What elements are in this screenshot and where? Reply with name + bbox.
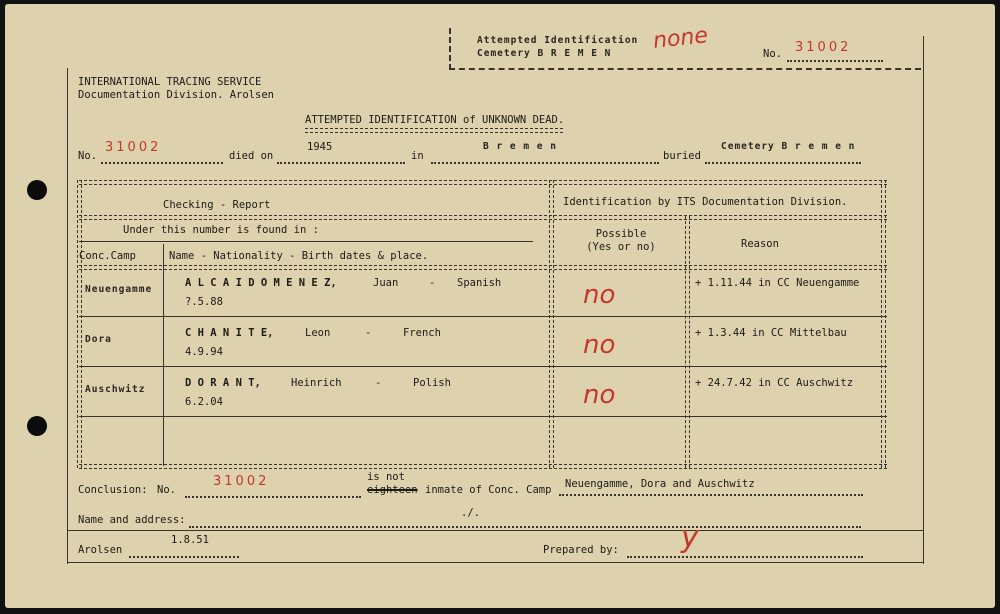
punch-hole-top [27,180,47,200]
table-row-1-birth: ?.5.88 [185,296,223,308]
prepared-mark: y [681,520,699,555]
reason-header: Reason [741,238,779,250]
issuer-line2: Documentation Division. Arolsen [78,89,274,101]
table-row-1-reason: + 1.11.44 in CC Neuengamme [695,277,860,289]
handwritten-note: none [651,23,710,54]
footer-place: Arolsen [78,544,123,556]
conc-camp-header: Conc.Camp [79,250,136,262]
checking-header: Checking - Report [163,199,271,211]
prepared-label: Prepared by: [543,544,619,556]
name-header: Name - Nationality - Birth dates & place. [169,250,429,262]
stamp-title: Attempted Identification [477,35,639,46]
table-row-2-first: Leon [305,327,331,339]
table-row-1-first: Juan [373,277,399,289]
record-no-label: No. [78,150,97,162]
punch-hole-bottom [27,416,47,436]
possible-header: Possible (Yes or no) [586,228,656,253]
right-margin-rule [923,36,924,564]
buried-label: buried [663,150,701,162]
conclusion-label: Conclusion: [78,484,148,496]
in-label: in [411,150,424,162]
table-row-2-name: C H A N I T E, [185,327,274,339]
stamp-cemetery: Cemetery B R E M E N [477,48,612,59]
died-on-label: died on [229,150,274,162]
table-row-1-camp: Neuengamme [85,284,153,295]
buried-value: Cemetery B r e m e n [721,141,856,152]
table-row-3-nationality: Polish [413,377,451,389]
document-title: ATTEMPTED IDENTIFICATION of UNKNOWN DEAD. [305,114,565,126]
header-no-label: No. [763,48,782,60]
table-row-2-nationality: French [403,327,441,339]
tracing-card: Attempted Identification Cemetery B R E M E N none No. 31002 INTERNATIONAL TRACING SERVICE Documentation Division. Arolsen ATTEMPTED IDENTIFICATION of UNKNOWN DEAD. No. 31002 died on 1945 in B r e m e n buried Cemetery B r e m e n Checking - Report Identification by ITS Documentation Division. Under this number is found in : Possible (Yes or no) Reason Conc.Camp Name - Nationality - Birth dates & place. Neuengamme A L C A I D O M E N E Z, Juan - Spanish ?.5.88 no + 1.11.44 in CC Neuengamme Dora C H A N I T E, Leon - French 4.9.94 no + 1.3.44 in CC Mittelbau Auschwitz D O R A N T, Heinrich - Polish 6.2.04 no + 24.7.42 in CC Auschwitz Conclusion: No. 31002 is not eighteen inmate of Conc. Camp Neuengamme, Dora and Auschwitz Name and address: ./. Arolsen 1.8.51 Prepared by: y [5,4,995,608]
died-on-value: 1945 [307,141,333,153]
table-row-2-possible: no [583,330,616,360]
table-row-3-name: D O R A N T, [185,377,261,389]
table-row-3-first: Heinrich [291,377,342,389]
conclusion-is-not: is not [367,471,405,483]
issuer-line1: INTERNATIONAL TRACING SERVICE [78,76,262,88]
table-row-2-birth: 4.9.94 [185,346,223,358]
footer-date: 1.8.51 [171,534,209,546]
table-row-1-name: A L C A I D O M E N E Z, [185,277,337,289]
address-value: ./. [461,507,480,519]
bottom-rule [67,562,923,563]
conclusion-camps: Neuengamme, Dora and Auschwitz [565,478,755,490]
table-row-2-reason: + 1.3.44 in CC Mittelbau [695,327,847,339]
table-row-1-nationality: Spanish [457,277,502,289]
conclusion-struck: eighteen [367,484,418,496]
table-row-3-camp: Auschwitz [85,384,146,395]
conclusion-no-label: No. [157,484,176,496]
under-number-label: Under this number is found in : [123,224,319,236]
table-row-3-possible: no [583,380,616,410]
table-row-3-birth: 6.2.04 [185,396,223,408]
record-number: 31002 [105,140,162,155]
table-row-2-camp: Dora [85,334,112,345]
table-row-3-reason: + 24.7.42 in CC Auschwitz [695,377,854,389]
address-label: Name and address: [78,514,186,526]
left-margin-rule [67,68,68,564]
conclusion-number: 31002 [213,474,270,489]
header-card-number: 31002 [795,40,852,55]
table-row-1-possible: no [583,280,616,310]
place-value: B r e m e n [483,141,557,152]
identification-header: Identification by ITS Documentation Division. [563,196,848,208]
conclusion-inmate-text: inmate of Conc. Camp [425,484,552,496]
